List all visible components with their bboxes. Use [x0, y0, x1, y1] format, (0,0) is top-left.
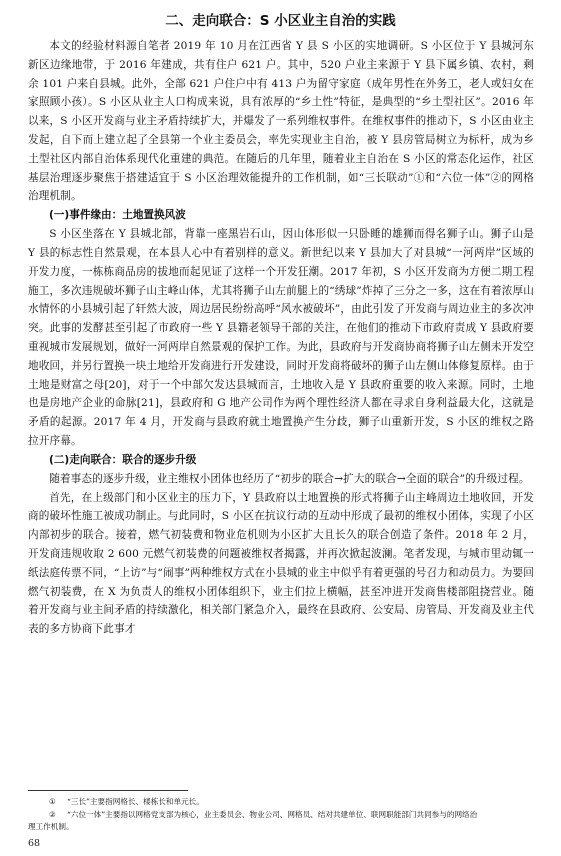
footnote-1 [28, 796, 534, 809]
body-paragraph: 首先，在上级部门和小区业主的压力下，Y 县政府以土地置换的形式将狮子山主峰周边土地收回，开发商的破坏性施工被成功制止。与此同时，S 小区在抗议行动的互动中形成了最初的维权小团体，实现了小区内部初步的联合。接着，燃气初装费和物业危机则为小区扩大且长久的联合创造了条件。2018 年 2 月，开发商违规收取 2 600 元燃气初装费的问题被维权者揭露，并再次掀起波澜。笔者发现，与城市里动辄一纸法庭传票不同，“上访”与“闹事”两种维权方式在小县城的业主中似乎有着更强的号召力和动员力。为要回燃气初装费，在 X 为负责人的维权小团体组织下，业主们拉上横幅，甚至冲进开发商售楼部阻挠营业。随着开发商与业主间矛盾的持续激化，相关部门紧急介入，最终在县政府、公安局、房管局、开发商及业主代表的多方协商下此事才 [28, 491, 534, 636]
footnote-text: 理工作机制。 [28, 822, 74, 831]
footnotes [28, 796, 534, 834]
footnote-mark: ② [49, 809, 56, 819]
footnote-divider [28, 790, 188, 791]
footnote-2 [28, 809, 534, 822]
body-paragraph: 随着事态的逐步升级，业主维权小团体也经历了“初步的联合→扩大的联合→全面的联合”的升级过程。 [49, 472, 530, 485]
footnote-2-continued [28, 821, 534, 834]
body-paragraph: S 小区坐落在 Y 县城北部，背靠一座黑岩石山，因山体形似一只卧睡的雄狮而得名狮子山。狮子山是 Y 县的标志性自然景观，在本县人心中有着别样的意义。新世纪以来 Y 县加大了对县城“一河两岸”区域的开发力度，一栋栋商品房的拔地而起见证了这样一个开发狂潮。2017 年初，S 小区开发商为方便二期工程施工，多次违规破坏狮子山主峰山体，尤其将狮子山左前腿上的“绣球”炸掉了三分之一多，这在有着浓厚山水情怀的小县城引起了轩然大波，周边居民纷纷高呼“风水被破坏”，由此引发了开发商与周边业主的多次冲突。此事的发酵甚至引起了市政府一些 Y 县籍老领导干部的关注，在他们的推动下市政府责成 Y 县政府要重视城市发展规划，做好一河两岸自然景观的保护工作。为此，县政府与开发商协商将狮子山左侧未开发空地收回，并另行置换一块土地给开发商进行开发建设，同时开发商将破坏的狮子山左侧山体修复原样。由于土地是财富之母[20]，对于一个中部欠发达县城而言，土地收入是 Y 县政府重要的收入来源。同时，土地也是房地产企业的命脉[21]，县政府和 G 地产公司作为两个理性经济人都在寻求自身利益最大化，这就是矛盾的起源。2017 年 4 月，开发商与县政府就土地置换产生分歧，狮子山重新开发，S 小区的维权之路拉开序幕。 [28, 228, 534, 447]
subsection-heading-1: (一)事件缘由：土地置换风波 [49, 209, 186, 222]
footnote-text: “三长”主要指网格长、楼栋长和单元长。 [67, 797, 204, 806]
article-body [28, 37, 534, 639]
page-number: 68 [28, 838, 41, 849]
subsection-heading-2: (二)走向联合：联合的逐步升级 [49, 453, 197, 466]
section-title: 二、走向联合：S 小区业主自治的实践 [165, 13, 396, 29]
footnote-mark: ① [49, 797, 56, 806]
footnote-text: “六位一体”主要指以网格党支部为核心，业主委员会、物业公司、网格员、结对共建单位、联网职能部门共同参与的网络治 [67, 809, 478, 819]
body-paragraph: 本文的经验材料源自笔者 2019 年 10 月在江西省 Y 县 S 小区的实地调研。S 小区位于 Y 县城河东新区边缘地带，于 2016 年建成，共有住户 621 户。其中，520 户业主来源于 Y 县下属乡镇、农村，剩余 101 户来自县城。此外，全部 621 户住户中有 413 户为留守家庭（成年男性在外务工，老人或妇女在家照顾小孩）。S 小区从业主人口构成来说，具有浓厚的“乡土性”特征，是典型的“乡土型社区”。2016 年以来，S 小区开发商与业主矛盾持续扩大，并爆发了一系列维权事件。在维权事件的推动下，S 小区由业主发起，自下而上建立起了全县第一个业主委员会，率先实现业主自治，被 Y 县房管局树立为标杆，成为乡土型社区内部自治体系现代化重建的典范。在随后的几年里，随着业主自治在 S 小区的常态化运作，社区基层治理逐步聚焦于搭建适宜于 S 小区治理效能提升的工作机制，如“三长联动”①和“六位一体”②的网格治理机制。 [28, 40, 534, 203]
